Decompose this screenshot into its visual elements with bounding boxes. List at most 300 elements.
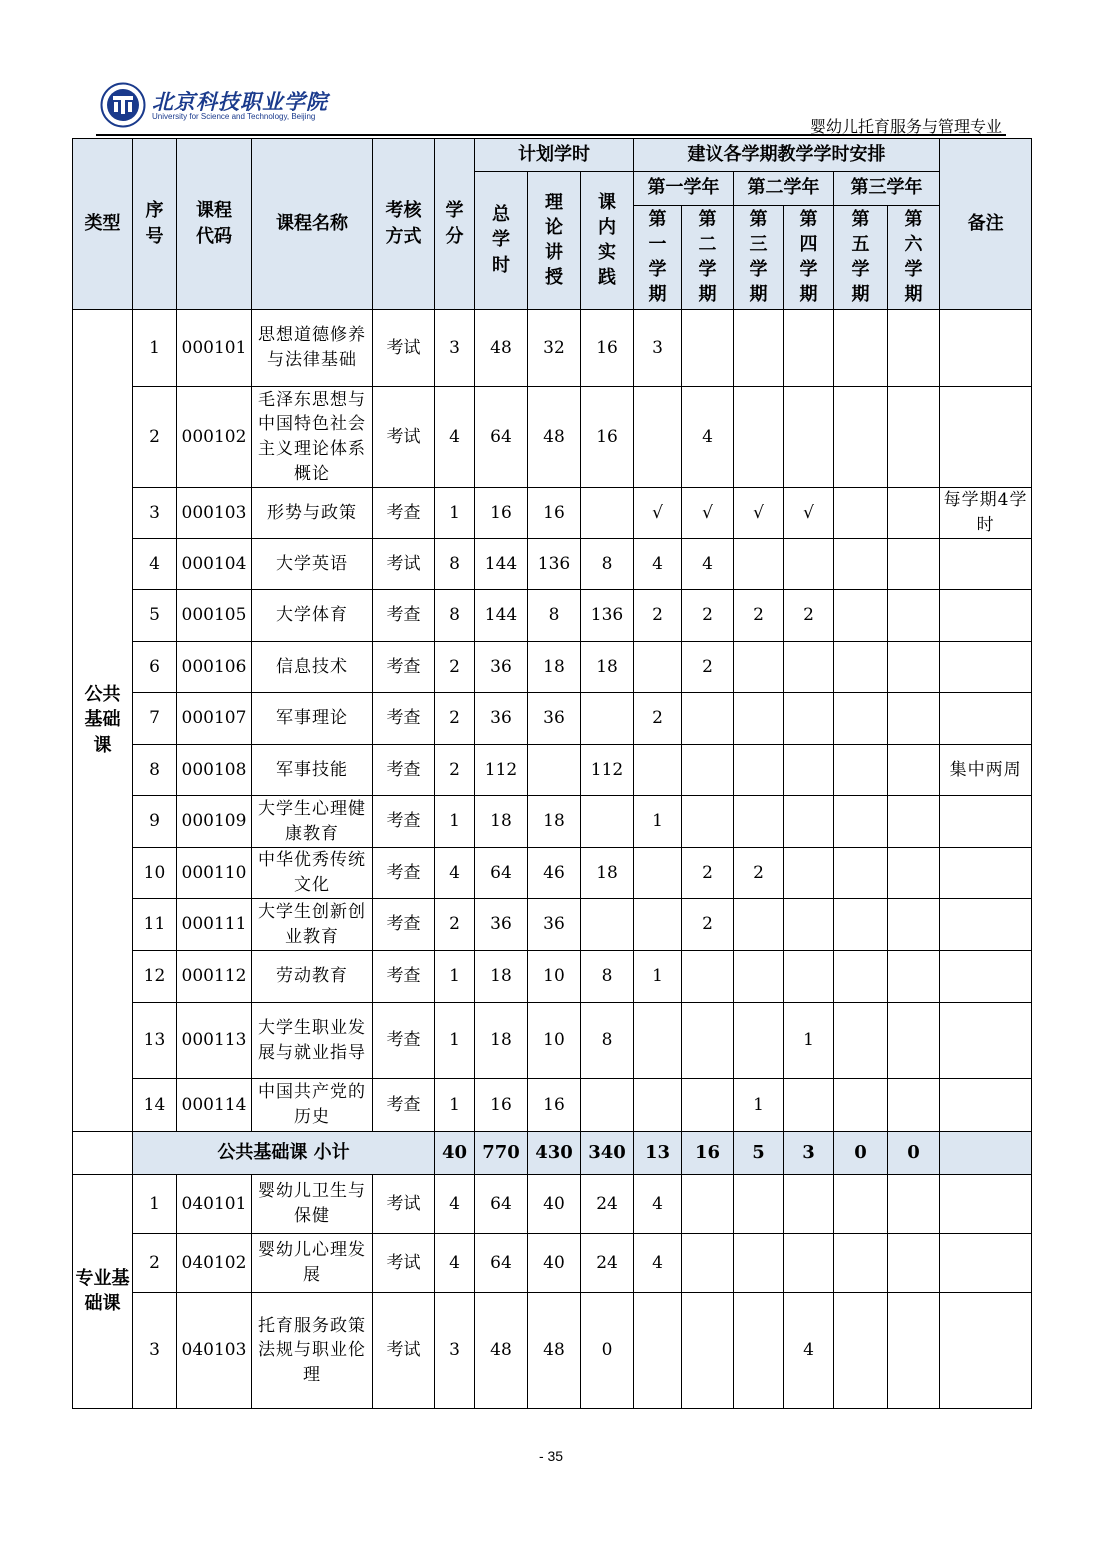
col-year-3: 第三学年: [834, 172, 940, 206]
sem6-cell: [888, 590, 940, 642]
sem6-cell: [888, 387, 940, 488]
sem1-cell: 2: [634, 693, 682, 745]
practice-cell: [581, 796, 634, 848]
sem3-cell: [734, 642, 784, 693]
sem6-cell: [888, 899, 940, 951]
sem4-cell: [784, 848, 834, 899]
subtotal-sem2: 16: [682, 1132, 734, 1175]
sem4-cell: [784, 1175, 834, 1234]
col-sem-5: 第五学期: [834, 206, 888, 310]
exam-cell: 考查: [373, 693, 435, 745]
exam-cell: 考查: [373, 642, 435, 693]
exam-cell: 考查: [373, 848, 435, 899]
sem5-cell: [834, 387, 888, 488]
code-cell: 000104: [177, 539, 252, 590]
sem5-cell: [834, 796, 888, 848]
public-basic-group: [73, 310, 1032, 1175]
exam-cell: 考试: [373, 1293, 435, 1409]
name-cell: 思想道德修养与法律基础: [252, 310, 373, 387]
seq-cell: 4: [133, 539, 177, 590]
theory-cell: 40: [528, 1175, 581, 1234]
credit-cell: 2: [435, 899, 475, 951]
sem2-cell: [682, 310, 734, 387]
sem6-cell: [888, 796, 940, 848]
code-cell: 000111: [177, 899, 252, 951]
table-row: [73, 745, 1032, 796]
code-cell: 000103: [177, 488, 252, 539]
sem4-cell: [784, 899, 834, 951]
exam-cell: 考查: [373, 796, 435, 848]
sem4-cell: [784, 1079, 834, 1132]
sem5-cell: [834, 693, 888, 745]
theory-cell: 10: [528, 951, 581, 1003]
sem1-cell: [634, 1079, 682, 1132]
practice-cell: 18: [581, 642, 634, 693]
sem2-cell: [682, 951, 734, 1003]
col-total-hours: 总学时: [475, 172, 528, 310]
code-cell: 000101: [177, 310, 252, 387]
practice-cell: 24: [581, 1234, 634, 1293]
theory-cell: 36: [528, 693, 581, 745]
total-cell: 18: [475, 796, 528, 848]
subtotal-credit: 40: [435, 1132, 475, 1175]
category-cell: 公共基础课: [73, 310, 133, 1132]
col-sem-4: 第四学期: [784, 206, 834, 310]
credit-cell: 3: [435, 310, 475, 387]
sem3-cell: [734, 899, 784, 951]
practice-cell: 18: [581, 848, 634, 899]
total-cell: 48: [475, 310, 528, 387]
name-cell: 大学生心理健康教育: [252, 796, 373, 848]
sem3-cell: [734, 387, 784, 488]
sem1-cell: 4: [634, 539, 682, 590]
sem5-cell: [834, 310, 888, 387]
table-row: [73, 642, 1032, 693]
total-cell: 16: [475, 1079, 528, 1132]
theory-cell: 36: [528, 899, 581, 951]
credit-cell: 1: [435, 1003, 475, 1079]
sem4-cell: [784, 387, 834, 488]
name-cell: 形势与政策: [252, 488, 373, 539]
sem3-cell: [734, 310, 784, 387]
subtotal-remark: [940, 1132, 1032, 1175]
remark-cell: [940, 1003, 1032, 1079]
table-row: [73, 387, 1032, 488]
practice-cell: [581, 899, 634, 951]
theory-cell: 48: [528, 387, 581, 488]
sem1-cell: [634, 745, 682, 796]
total-cell: 64: [475, 848, 528, 899]
practice-cell: 8: [581, 539, 634, 590]
sem3-cell: [734, 693, 784, 745]
table-row: [73, 899, 1032, 951]
total-cell: 36: [475, 693, 528, 745]
sem5-cell: [834, 539, 888, 590]
major-title: 婴幼儿托育服务与管理专业: [809, 117, 1002, 136]
sem1-cell: 1: [634, 796, 682, 848]
practice-cell: [581, 488, 634, 539]
practice-cell: 112: [581, 745, 634, 796]
code-cell: 000107: [177, 693, 252, 745]
total-cell: 18: [475, 1003, 528, 1079]
subtotal-total: 770: [475, 1132, 528, 1175]
sem5-cell: [834, 488, 888, 539]
code-cell: 000106: [177, 642, 252, 693]
remark-cell: [940, 848, 1032, 899]
table-row: [73, 590, 1032, 642]
sem3-cell: [734, 1003, 784, 1079]
subtotal-label: 公共基础课 小计: [133, 1132, 435, 1175]
sem5-cell: [834, 590, 888, 642]
code-cell: 000114: [177, 1079, 252, 1132]
code-cell: 000109: [177, 796, 252, 848]
credit-cell: 2: [435, 745, 475, 796]
theory-cell: 40: [528, 1234, 581, 1293]
theory-cell: 18: [528, 796, 581, 848]
col-sem-3: 第三学期: [734, 206, 784, 310]
name-cell: 中国共产党的历史: [252, 1079, 373, 1132]
sem5-cell: [834, 1175, 888, 1234]
col-code: 课程代码: [177, 139, 252, 310]
practice-cell: 0: [581, 1293, 634, 1409]
code-cell: 000102: [177, 387, 252, 488]
sem4-cell: [784, 1234, 834, 1293]
exam-cell: 考试: [373, 1234, 435, 1293]
college-emblem-icon: [100, 82, 146, 128]
sem6-cell: [888, 488, 940, 539]
subtotal-sem4: 3: [784, 1132, 834, 1175]
name-cell: 大学英语: [252, 539, 373, 590]
sem3-cell: 2: [734, 590, 784, 642]
remark-cell: 集中两周: [940, 745, 1032, 796]
seq-cell: 14: [133, 1079, 177, 1132]
exam-cell: 考试: [373, 1175, 435, 1234]
code-cell: 000105: [177, 590, 252, 642]
total-cell: 144: [475, 539, 528, 590]
college-name-cn: 北京科技职业学院: [152, 89, 328, 114]
sem5-cell: [834, 745, 888, 796]
col-theory-hours: 理论讲授: [528, 172, 581, 310]
exam-cell: 考查: [373, 590, 435, 642]
seq-cell: 12: [133, 951, 177, 1003]
col-sem-2: 第二学期: [682, 206, 734, 310]
credit-cell: 8: [435, 539, 475, 590]
seq-cell: 8: [133, 745, 177, 796]
sem5-cell: [834, 1293, 888, 1409]
seq-cell: 2: [133, 1234, 177, 1293]
sem3-cell: [734, 539, 784, 590]
remark-cell: [940, 899, 1032, 951]
theory-cell: 16: [528, 1079, 581, 1132]
exam-cell: 考试: [373, 387, 435, 488]
table-row: [73, 1175, 1032, 1234]
seq-cell: 2: [133, 387, 177, 488]
sem6-cell: [888, 951, 940, 1003]
credit-cell: 2: [435, 642, 475, 693]
seq-cell: 9: [133, 796, 177, 848]
name-cell: 婴幼儿心理发展: [252, 1234, 373, 1293]
exam-cell: 考查: [373, 899, 435, 951]
exam-cell: 考查: [373, 488, 435, 539]
sem3-cell: [734, 1175, 784, 1234]
sem2-cell: [682, 1175, 734, 1234]
col-sem-6: 第六学期: [888, 206, 940, 310]
col-practice-hours: 课内实践: [581, 172, 634, 310]
sem6-cell: [888, 1079, 940, 1132]
seq-cell: 1: [133, 310, 177, 387]
sem2-cell: [682, 745, 734, 796]
sem4-cell: [784, 539, 834, 590]
table-row: [73, 1293, 1032, 1409]
practice-cell: 8: [581, 1003, 634, 1079]
name-cell: 大学生创新创业教育: [252, 899, 373, 951]
credit-cell: 1: [435, 796, 475, 848]
practice-cell: 24: [581, 1175, 634, 1234]
sem2-cell: 2: [682, 848, 734, 899]
category-cell: 专业基础课: [73, 1175, 133, 1409]
table-row: [73, 951, 1032, 1003]
code-cell: 040101: [177, 1175, 252, 1234]
col-type: 类型: [73, 139, 133, 310]
sem3-cell: [734, 1234, 784, 1293]
total-cell: 64: [475, 1234, 528, 1293]
name-cell: 大学体育: [252, 590, 373, 642]
sem2-cell: [682, 1234, 734, 1293]
subtotal-sem6: 0: [888, 1132, 940, 1175]
theory-cell: 32: [528, 310, 581, 387]
sem5-cell: [834, 951, 888, 1003]
name-cell: 婴幼儿卫生与保健: [252, 1175, 373, 1234]
remark-cell: [940, 310, 1032, 387]
remark-cell: [940, 1293, 1032, 1409]
sem6-cell: [888, 693, 940, 745]
page-number: - 35: [538, 1448, 564, 1464]
subtotal-blank-cell: [73, 1132, 133, 1175]
sem2-cell: [682, 1003, 734, 1079]
subtotal-practice: 340: [581, 1132, 634, 1175]
credit-cell: 4: [435, 1175, 475, 1234]
total-cell: 64: [475, 387, 528, 488]
sem3-cell: √: [734, 488, 784, 539]
credit-cell: 2: [435, 693, 475, 745]
sem1-cell: 2: [634, 590, 682, 642]
sem5-cell: [834, 642, 888, 693]
table-row: [73, 488, 1032, 539]
sem2-cell: [682, 693, 734, 745]
sem4-cell: [784, 796, 834, 848]
sem5-cell: [834, 899, 888, 951]
table-row: [73, 796, 1032, 848]
sem2-cell: √: [682, 488, 734, 539]
sem5-cell: [834, 1003, 888, 1079]
seq-cell: 3: [133, 1293, 177, 1409]
name-cell: 信息技术: [252, 642, 373, 693]
total-cell: 112: [475, 745, 528, 796]
sem1-cell: 4: [634, 1234, 682, 1293]
sem2-cell: 2: [682, 590, 734, 642]
theory-cell: 136: [528, 539, 581, 590]
sem3-cell: [734, 796, 784, 848]
sem1-cell: 3: [634, 310, 682, 387]
theory-cell: 46: [528, 848, 581, 899]
total-cell: 48: [475, 1293, 528, 1409]
total-cell: 36: [475, 642, 528, 693]
remark-cell: [940, 951, 1032, 1003]
total-cell: 16: [475, 488, 528, 539]
remark-cell: [940, 539, 1032, 590]
exam-cell: 考查: [373, 1079, 435, 1132]
code-cell: 040102: [177, 1234, 252, 1293]
sem2-cell: 4: [682, 387, 734, 488]
name-cell: 大学生职业发展与就业指导: [252, 1003, 373, 1079]
theory-cell: 16: [528, 488, 581, 539]
table-row: [73, 848, 1032, 899]
theory-cell: [528, 745, 581, 796]
sem2-cell: 2: [682, 899, 734, 951]
total-cell: 64: [475, 1175, 528, 1234]
sem2-cell: 2: [682, 642, 734, 693]
credit-cell: 4: [435, 848, 475, 899]
subtotal-theory: 430: [528, 1132, 581, 1175]
exam-cell: 考查: [373, 745, 435, 796]
name-cell: 毛泽东思想与中国特色社会主义理论体系概论: [252, 387, 373, 488]
college-name-en: University for Science and Technology, Beijing: [152, 112, 316, 121]
sem5-cell: [834, 1234, 888, 1293]
remark-cell: 每学期4学时: [940, 488, 1032, 539]
sem4-cell: [784, 693, 834, 745]
remark-cell: [940, 387, 1032, 488]
sem4-cell: [784, 642, 834, 693]
sem1-cell: 4: [634, 1175, 682, 1234]
col-seq: 序号: [133, 139, 177, 310]
credit-cell: 4: [435, 1234, 475, 1293]
sem3-cell: [734, 951, 784, 1003]
credit-cell: 8: [435, 590, 475, 642]
sem6-cell: [888, 1175, 940, 1234]
seq-cell: 5: [133, 590, 177, 642]
sem1-cell: [634, 387, 682, 488]
sem1-cell: [634, 1293, 682, 1409]
sem4-cell: 2: [784, 590, 834, 642]
total-cell: 18: [475, 951, 528, 1003]
practice-cell: 8: [581, 951, 634, 1003]
col-year-1: 第一学年: [634, 172, 734, 206]
col-sem-1: 第一学期: [634, 206, 682, 310]
sem1-cell: √: [634, 488, 682, 539]
sem3-cell: [734, 745, 784, 796]
col-name: 课程名称: [252, 139, 373, 310]
sem1-cell: [634, 642, 682, 693]
sem4-cell: 1: [784, 1003, 834, 1079]
sem3-cell: 2: [734, 848, 784, 899]
name-cell: 劳动教育: [252, 951, 373, 1003]
remark-cell: [940, 693, 1032, 745]
sem5-cell: [834, 848, 888, 899]
page-header: [96, 78, 1006, 138]
sem2-cell: [682, 796, 734, 848]
practice-cell: [581, 693, 634, 745]
subtotal-sem3: 5: [734, 1132, 784, 1175]
col-schedule: 建议各学期教学学时安排: [634, 139, 940, 172]
sem6-cell: [888, 1293, 940, 1409]
sem2-cell: [682, 1079, 734, 1132]
seq-cell: 11: [133, 899, 177, 951]
sem2-cell: [682, 1293, 734, 1409]
sem6-cell: [888, 310, 940, 387]
seq-cell: 10: [133, 848, 177, 899]
seq-cell: 1: [133, 1175, 177, 1234]
practice-cell: 16: [581, 310, 634, 387]
sem3-cell: [734, 1293, 784, 1409]
sem6-cell: [888, 1234, 940, 1293]
header-divider: [96, 134, 1006, 136]
sem5-cell: [834, 1079, 888, 1132]
sem2-cell: 4: [682, 539, 734, 590]
col-exam: 考核方式: [373, 139, 435, 310]
sem6-cell: [888, 539, 940, 590]
sem1-cell: [634, 848, 682, 899]
credit-cell: 4: [435, 387, 475, 488]
table-row: [73, 1234, 1032, 1293]
col-remark: 备注: [940, 139, 1032, 310]
table-head: [73, 139, 1032, 310]
sem4-cell: 4: [784, 1293, 834, 1409]
code-cell: 000112: [177, 951, 252, 1003]
practice-cell: [581, 1079, 634, 1132]
name-cell: 军事理论: [252, 693, 373, 745]
code-cell: 000113: [177, 1003, 252, 1079]
professional-basic-group: [73, 1175, 1032, 1409]
exam-cell: 考查: [373, 951, 435, 1003]
seq-cell: 13: [133, 1003, 177, 1079]
practice-cell: 136: [581, 590, 634, 642]
sem1-cell: [634, 899, 682, 951]
credit-cell: 1: [435, 1079, 475, 1132]
remark-cell: [940, 590, 1032, 642]
col-year-2: 第二学年: [734, 172, 834, 206]
col-plan-hours: 计划学时: [475, 139, 634, 172]
theory-cell: 18: [528, 642, 581, 693]
table-row: [73, 539, 1032, 590]
subtotal-sem1: 13: [634, 1132, 682, 1175]
sem4-cell: √: [784, 488, 834, 539]
course-plan-table: [72, 138, 1032, 1409]
sem1-cell: 1: [634, 951, 682, 1003]
table-row: [73, 310, 1032, 387]
code-cell: 000110: [177, 848, 252, 899]
exam-cell: 考试: [373, 310, 435, 387]
seq-cell: 7: [133, 693, 177, 745]
total-cell: 36: [475, 899, 528, 951]
sem6-cell: [888, 848, 940, 899]
remark-cell: [940, 1079, 1032, 1132]
subtotal-row: [73, 1132, 1032, 1175]
table-row: [73, 693, 1032, 745]
theory-cell: 48: [528, 1293, 581, 1409]
code-cell: 040103: [177, 1293, 252, 1409]
remark-cell: [940, 642, 1032, 693]
practice-cell: 16: [581, 387, 634, 488]
col-credit: 学分: [435, 139, 475, 310]
credit-cell: 3: [435, 1293, 475, 1409]
seq-cell: 6: [133, 642, 177, 693]
code-cell: 000108: [177, 745, 252, 796]
credit-cell: 1: [435, 951, 475, 1003]
name-cell: 托育服务政策法规与职业伦理: [252, 1293, 373, 1409]
exam-cell: 考查: [373, 1003, 435, 1079]
sem4-cell: [784, 951, 834, 1003]
subtotal-sem5: 0: [834, 1132, 888, 1175]
